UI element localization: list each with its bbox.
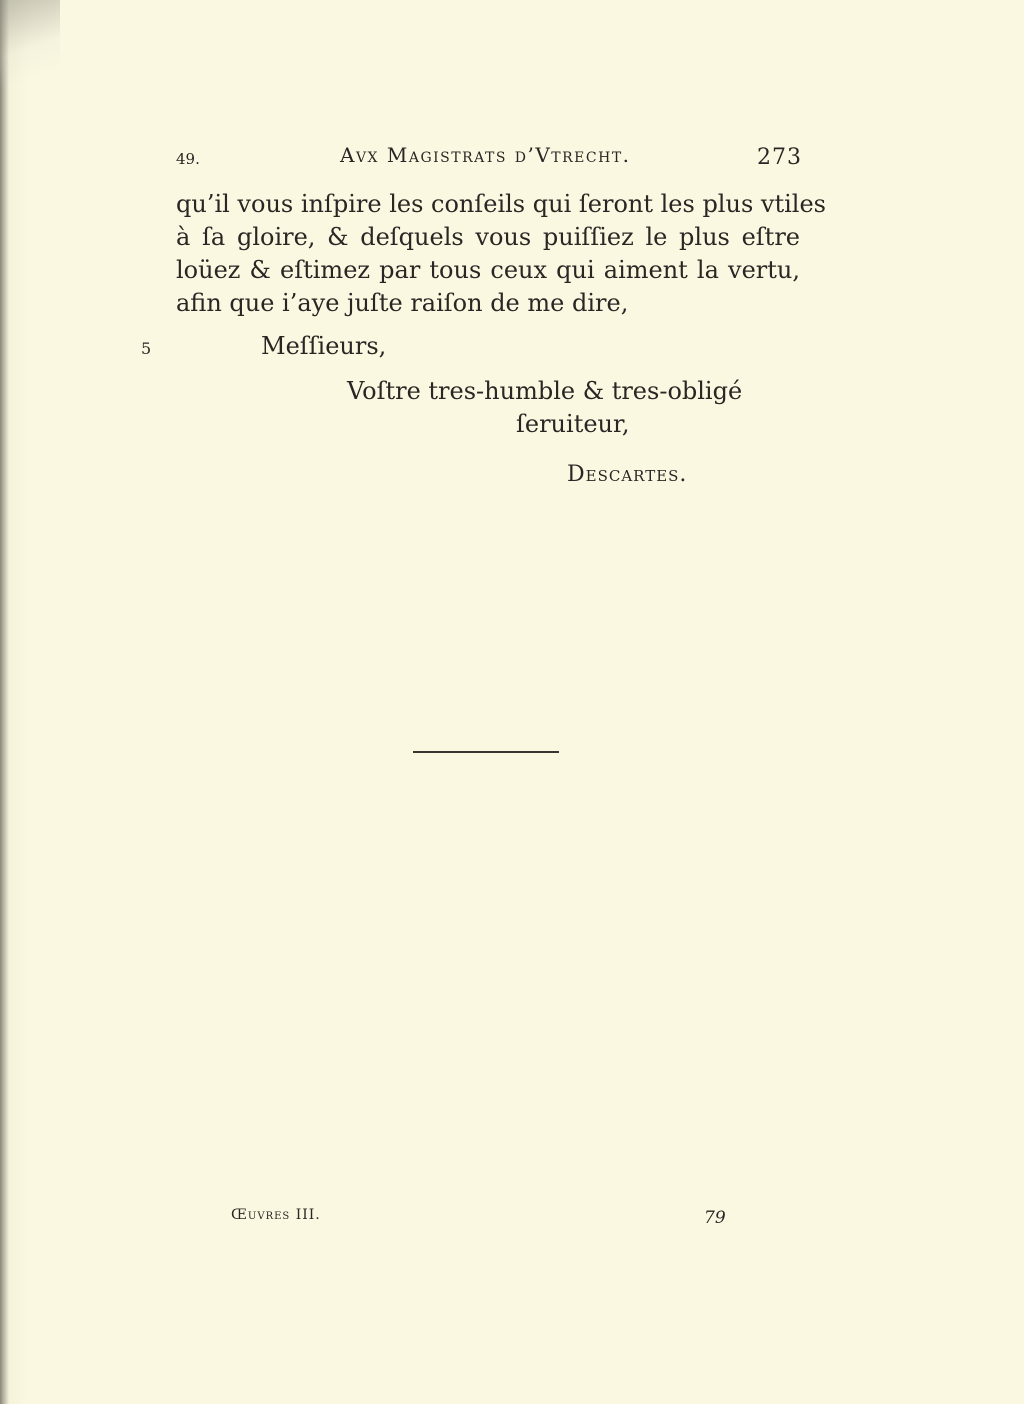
body-line: à ſa gloire, & deſquels vous puiſſiez le plus eſtre [176, 223, 800, 251]
page-number: 273 [757, 145, 802, 170]
body-line: afin que i’aye juſte raiſon de me dire, [176, 289, 629, 317]
binding-edge-shadow [0, 0, 9, 1404]
footer-volume-label: Œuvres III. [231, 1207, 321, 1223]
signature: Descartes. [567, 462, 688, 487]
letter-number: 49. [176, 150, 200, 168]
body-line: loüez & eſtimez par tous ceux qui aiment la vertu, [176, 256, 800, 284]
corner-shadow [0, 0, 60, 110]
salutation: Meſſieurs, [261, 332, 387, 360]
letter-body [176, 188, 826, 320]
footer-signature-mark: 79 [704, 1208, 726, 1228]
section-divider-rule [413, 751, 559, 753]
margin-line-number: 5 [141, 339, 152, 358]
body-line: qu’il vous inſpire les conſeils qui ſeront les plus vtiles [176, 190, 826, 218]
running-head-title: Avx Magistrats d’Vtrecht. [340, 143, 631, 167]
closing-line-2: ſeruiteur, [516, 410, 630, 438]
closing-line-1: Voſtre tres-humble & tres-obligé [347, 377, 743, 405]
